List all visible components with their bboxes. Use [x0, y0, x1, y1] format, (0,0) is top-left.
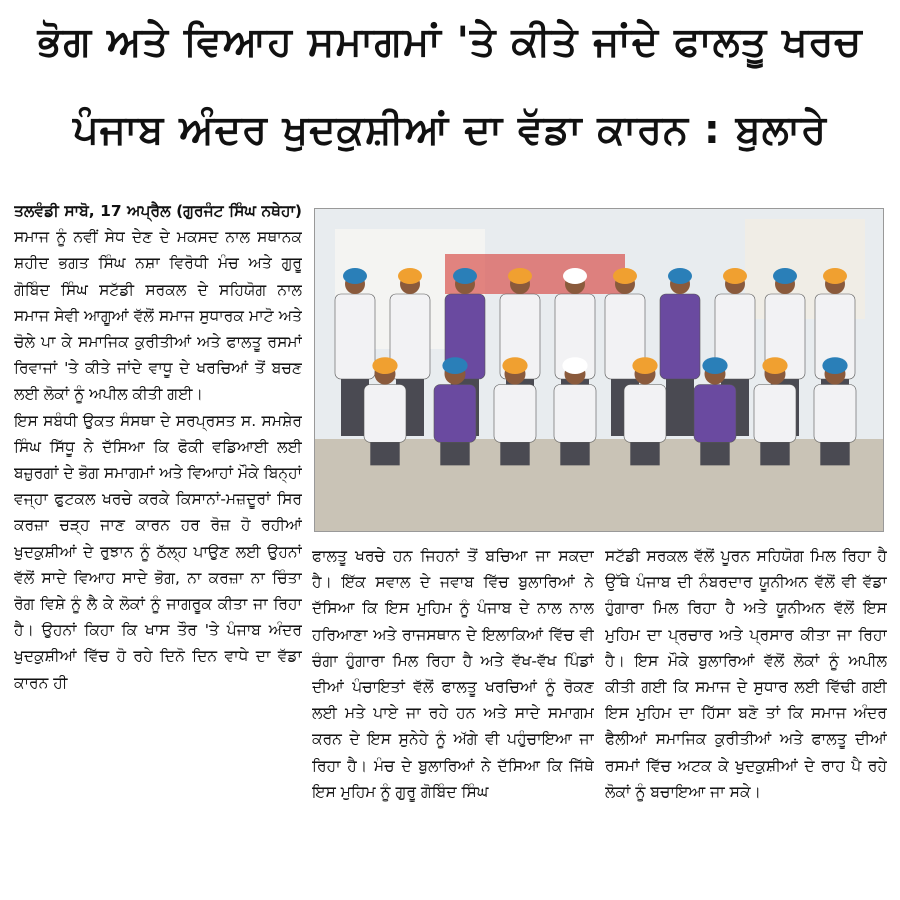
headline-line-1: ਭੋਗ ਅਤੇ ਵਿਆਹ ਸਮਾਗਮਾਂ 'ਤੇ ਕੀਤੇ ਜਾਂਦੇ ਫਾਲਤੂ ਖਰਚ: [37, 19, 863, 65]
article-paragraph-1: [14, 198, 302, 408]
headline-line-2: ਪੰਜਾਬ ਅੰਦਰ ਖੁਦਕੁਸ਼ੀਆਂ ਦਾ ਵੱਡਾ ਕਾਰਨ : ਬੁਲਾਰੇ: [72, 107, 828, 153]
news-photo: [314, 208, 884, 532]
photo-ground: [315, 439, 883, 531]
paragraph-1-text: ਸਮਾਜ ਨੂੰ ਨਵੀਂ ਸੇਧ ਦੇਣ ਦੇ ਮਕਸਦ ਨਾਲ ਸਥਾਨਕ ਸ਼ਹੀਦ ਭਗਤ ਸਿੰਘ ਨਸ਼ਾ ਵਿਰੋਧੀ ਮੰਚ ਅਤੇ ਗੁਰੂ ਗੋਬਿੰਦ ਸਿੰਘ ਸਟੱਡੀ ਸਰਕਲ ਦੇ ਸਹਿਯੋਗ ਨਾਲ ਸਮਾਜ ਸੇਵੀ ਆਗੂਆਂ ਵੱਲੋਂ ਸਮਾਜ ਸੁਧਾਰਕ ਮਾਟੋ ਅਤੇ ਚੋਲੇ ਪਾ ਕੇ ਸਮਾਜਿਕ ਕੁਰੀਤੀਆਂ ਅਤੇ ਫਾਲਤੂ ਰਸਮਾਂ ਰਿਵਾਜਾਂ 'ਤੇ ਕੀਤੇ ਜਾਂਦੇ ਵਾਧੂ ਦੇ ਖਰਚਿਆਂ ਤੋਂ ਬਚਣ ਲਈ ਲੋਕਾਂ ਨੂੰ ਅਪੀਲ ਕੀਤੀ ਗਈ।: [14, 228, 302, 404]
article-column-middle: ਫਾਲਤੂ ਖਰਚੇ ਹਨ ਜਿਹਨਾਂ ਤੋਂ ਬਚਿਆ ਜਾ ਸਕਦਾ ਹੈ। ਇੱਕ ਸਵਾਲ ਦੇ ਜਵਾਬ ਵਿੱਚ ਬੁਲਾਰਿਆਂ ਨੇ ਦੱਸਿਆ ਕਿ ਇਸ ਮੁਹਿਮ ਨੂੰ ਪੰਜਾਬ ਦੇ ਨਾਲ ਨਾਲ ਹਰਿਆਣਾ ਅਤੇ ਰਾਜਸਥਾਨ ਦੇ ਇਲਾਕਿਆਂ ਵਿੱਚ ਵੀ ਚੰਗਾ ਹੁੰਗਾਰਾ ਮਿਲ ਰਿਹਾ ਹੈ ਅਤੇ ਵੱਖ-ਵੱਖ ਪਿੰਡਾਂ ਦੀਆਂ ਪੰਚਾਇਤਾਂ ਵੱਲੋਂ ਫਾਲਤੂ ਖਰਚਿਆਂ ਨੂੰ ਰੋਕਣ ਲਈ ਮਤੇ ਪਾਏ ਜਾ ਰਹੇ ਹਨ ਅਤੇ ਸਾਦੇ ਸਮਾਗਮ ਕਰਨ ਦੇ ਇਸ ਸੁਨੇਹੇ ਨੂੰ ਅੱਗੇ ਵੀ ਪਹੁੰਚਾਇਆ ਜਾ ਰਿਹਾ ਹੈ। ਮੰਚ ਦੇ ਬੁਲਾਰਿਆਂ ਨੇ ਦੱਸਿਆ ਕਿ ਜਿੱਥੇ ਇਸ ਮੁਹਿਮ ਨੂੰ ਗੁਰੂ ਗੋਬਿੰਦ ਸਿੰਘ: [312, 547, 594, 801]
group-photo-icon: [315, 209, 883, 531]
article-paragraph-2: ਇਸ ਸਬੰਧੀ ਉਕਤ ਸੰਸਥਾ ਦੇ ਸਰਪ੍ਰਸਤ ਸ. ਸਮਸ਼ੇਰ ਸਿੰਘ ਸਿੱਧੂ ਨੇ ਦੱਸਿਆ ਕਿ ਫੋਕੀ ਵਡਿਆਈ ਲਈ ਬਜ਼ੁਰਗਾਂ ਦੇ ਭੋਗ ਸਮਾਗਮਾਂ ਅਤੇ ਵਿਆਹਾਂ ਮੌਕੇ ਬਿਨ੍ਹਾਂ ਵਜ੍ਹਾ ਫੁਟਕਲ ਖਰਚੇ ਕਰਕੇ ਕਿਸਾਨਾਂ-ਮਜ਼ਦੂਰਾਂ ਸਿਰ ਕਰਜ਼ਾ ਚੜ੍ਹ ਜਾਣ ਕਾਰਨ ਹਰ ਰੋਜ਼ ਹੋ ਰਹੀਆਂ ਖੁਦਕੁਸ਼ੀਆਂ ਦੇ ਰੁਝਾਨ ਨੂੰ ਠੱਲ੍ਹ ਪਾਉਣ ਲਈ ਉਹਨਾਂ ਵੱਲੋਂ ਸਾਦੇ ਵਿਆਹ ਸਾਦੇ ਭੋਗ, ਨਾ ਕਰਜ਼ਾ ਨਾ ਚਿੰਤਾ ਰੋਗ ਵਿਸ਼ੇ ਨੂੰ ਲੈ ਕੇ ਲੋਕਾਂ ਨੂੰ ਜਾਗਰੂਕ ਕੀਤਾ ਜਾ ਰਿਹਾ ਹੈ। ਉਹਨਾਂ ਕਿਹਾ ਕਿ ਖਾਸ ਤੌਰ 'ਤੇ ਪੰਜਾਬ ਅੰਦਰ ਖੁਦਕੁਸ਼ੀਆਂ ਵਿੱਚ ਹੋ ਰਹੇ ਦਿਨੋ ਦਿਨ ਵਾਧੇ ਦਾ ਵੱਡਾ ਕਾਰਨ ਹੀ: [14, 411, 302, 692]
dateline: ਤਲਵੰਡੀ ਸਾਬੋ, 17 ਅਪ੍ਰੈਲ (ਗੁਰਜੰਟ ਸਿੰਘ ਨਥੇਹਾ): [14, 202, 302, 220]
article-column-left: [14, 198, 302, 898]
article-column-right: ਸਟੱਡੀ ਸਰਕਲ ਵੱਲੋਂ ਪੂਰਨ ਸਹਿਯੋਗ ਮਿਲ ਰਿਹਾ ਹੈ ਉੱਥੇ ਪੰਜਾਬ ਦੀ ਨੰਬਰਦਾਰ ਯੂਨੀਅਨ ਵੱਲੋਂ ਵੀ ਵੱਡਾ ਹੁੰਗਾਰਾ ਮਿਲ ਰਿਹਾ ਹੈ ਅਤੇ ਯੂਨੀਅਨ ਵੱਲੋਂ ਇਸ ਮੁਹਿਮ ਦਾ ਪ੍ਰਚਾਰ ਅਤੇ ਪ੍ਰਸਾਰ ਕੀਤਾ ਜਾ ਰਿਹਾ ਹੈ। ਇਸ ਮੌਕੇ ਬੁਲਾਰਿਆਂ ਵੱਲੋਂ ਲੋਕਾਂ ਨੂੰ ਅਪੀਲ ਕੀਤੀ ਗਈ ਕਿ ਸਮਾਜ ਦੇ ਸੁਧਾਰ ਲਈ ਵਿੱਢੀ ਗਈ ਇਸ ਮੁਹਿਮ ਦਾ ਹਿੱਸਾ ਬਣੋ ਤਾਂ ਕਿ ਸਮਾਜ ਅੰਦਰ ਫੈਲੀਆਂ ਸਮਾਜਿਕ ਕੁਰੀਤੀਆਂ ਅਤੇ ਫਾਲਤੂ ਦੀਆਂ ਰਸਮਾਂ ਵਿੱਚ ਅਟਕ ਕੇ ਖੁਦਕੁਸ਼ੀਆਂ ਦੇ ਰਾਹ ਪੈ ਰਹੇ ਲੋਕਾਂ ਨੂੰ ਬਚਾਇਆ ਜਾ ਸਕੇ।: [605, 547, 887, 801]
